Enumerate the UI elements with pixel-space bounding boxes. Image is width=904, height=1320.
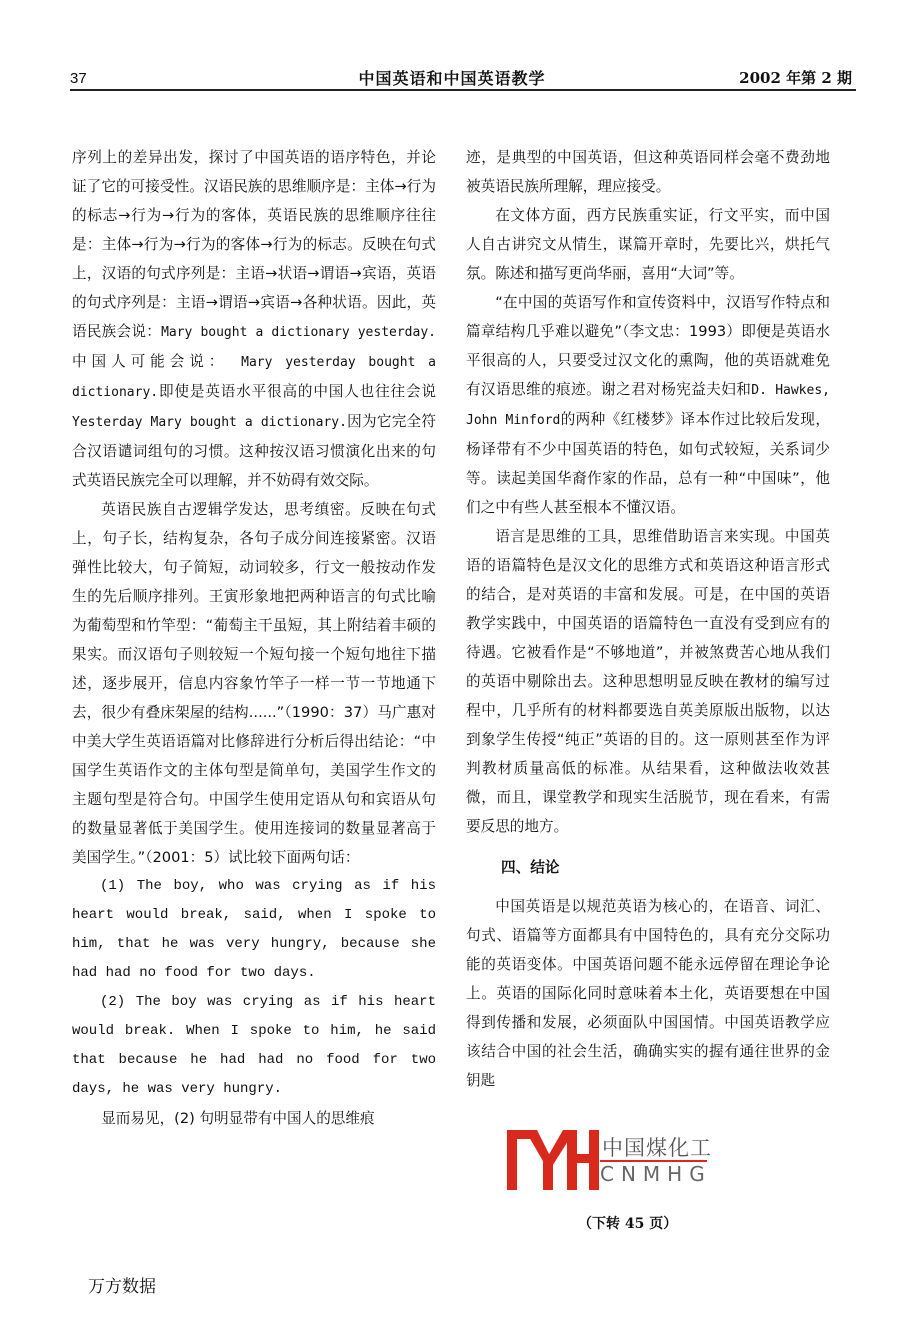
example-sentence-2: (2) The boy was crying as if his heart would break. When I spoke to him, he said that because he had had no food for two days, he was very hungry. <box>72 994 436 1097</box>
paragraph: “在中国的英语写作和宣传资料中，汉语写作特点和篇章结构几乎难以避免”（李文忠：1993）即便是英语水平很高的人，只要受过汉文化的熏陶，他的英语就难免有汉语思维的痕迹。谢之君对杨宪益夫妇和D. Hawkes, John Minford的两种《红楼梦》译本作过比较后发现，杨译带有不少中国英语的特色，如句式较短，关系词少等。读起美国华裔作家的作品，总有一种“中国味”，他们之中有些人甚至根本不懂汉语。 <box>466 294 830 516</box>
paragraph: 在文体方面，西方民族重实证，行文平实，而中国人自古讲究文从情生，谋篇开章时，先要比兴，烘托气氛。陈述和描写更尚华丽，喜用“大词”等。 <box>466 207 830 282</box>
paragraph: 显而易见，(2) 句明显带有中国人的思维痕 <box>101 1110 375 1127</box>
issue-label: 2002 年第 2 期 <box>739 69 852 87</box>
section-heading: 四、结论 <box>501 859 560 876</box>
continued-note: （下转 45 页） <box>578 1216 678 1232</box>
right-column <box>466 143 830 1095</box>
paragraph: 迹，是典型的中国英语，但这种英语同样会毫不费劲地被英语民族所理解，理应接受。 <box>466 149 830 195</box>
example-sentence-1: (1) The boy, who was crying as if his heart would break, said, when I spoke to him, that he was very hungry, because she had had no food for two days. <box>72 878 436 981</box>
header-rule <box>70 89 856 91</box>
footer-source: 万方数据 <box>88 1277 156 1297</box>
paragraph: 中国英语是以规范英语为核心的，在语音、词汇、句式、语篇等方面都具有中国特色的，具有充分交际功能的英语变体。中国英语问题不能永远停留在理论争论上。英语的国际化同时意味着本土化，英语要想在中国得到传播和发展，必须面队中国国情。中国英语教学应该结合中国的社会生活，确确实实的握有通往世界的金钥匙 <box>466 898 830 1089</box>
watermark-chinese: 中国煤化工 <box>600 1132 714 1162</box>
watermark-english: CNMHG <box>600 1162 712 1186</box>
page-number: 37 <box>70 70 87 87</box>
paragraph: 序列上的差异出发，探讨了中国英语的语序特色，并论证了它的可接受性。汉语民族的思维顺序是：主体→行为的标志→行为→行为的客体，英语民族的思维顺序往往是：主体→行为→行为的客体→行为的标志。反映在句式上，汉语的句式序列是：主语→状语→谓语→宾语，英语的句式序列是：主语→谓语→宾语→各种状语。因此，英语民族会说：Mary bought a dictionary yesterday. 中国人可能会说： Mary yesterday bought a dictionary.即使是英语水平很高的中国人也往往会说Yesterday Mary bought a dictionary.因为它完全符合汉语谴词组句的习惯。这种按汉语习惯演化出来的句式英语民族完全可以理解，并不妨碍有效交际。 <box>72 149 436 489</box>
left-column <box>72 143 436 1133</box>
journal-title: 中国英语和中国英语教学 <box>358 69 546 88</box>
paragraph: 英语民族自古逻辑学发达，思考缜密。反映在句式上，句子长，结构复杂，各句子成分间连接紧密。汉语弹性比较大，句子简短，动词较多，行文一般按动作发生的先后顺序排列。王寅形象地把两种语言的句式比喻为葡萄型和竹竿型：“葡萄主干虽短，其上附结着丰硕的果实。而汉语句子则较短一个短句接一个短句地往下描述，逐步展开，信息内容象竹竿子一样一节一节地通下去，很少有叠床架屋的结构......”（1990：37）马广惠对中美大学生英语语篇对比修辞进行分析后得出结论：“中国学生英语作文的主体句型是简单句，美国学生作文的主题句型是符合句。中国学生使用定语从句和宾语从句的数量显著低于美国学生。使用连接词的数量显著高于美国学生。”（2001：5）试比较下面两句话： <box>72 501 436 866</box>
paragraph: 语言是思维的工具，思维借助语言来实现。中国英语的语篇特色是汉文化的思维方式和英语这种语言形式的结合，是对英语的丰富和发展。可是，在中国的英语教学实践中，中国英语的语篇特色一直没有受到应有的待遇。它被看作是“不够地道”，并被煞费苦心地从我们的英语中剔除出去。这种思想明显反映在教材的编写过程中，几乎所有的材料都要选自英美原版出版物，以达到象学生传授“纯正”英语的目的。这一原则甚至作为评判教材质量高低的标准。从结果看，这种做法收效甚微，而且，课堂教学和现实生活脱节，现在看来，有需要反思的地方。 <box>466 528 830 835</box>
